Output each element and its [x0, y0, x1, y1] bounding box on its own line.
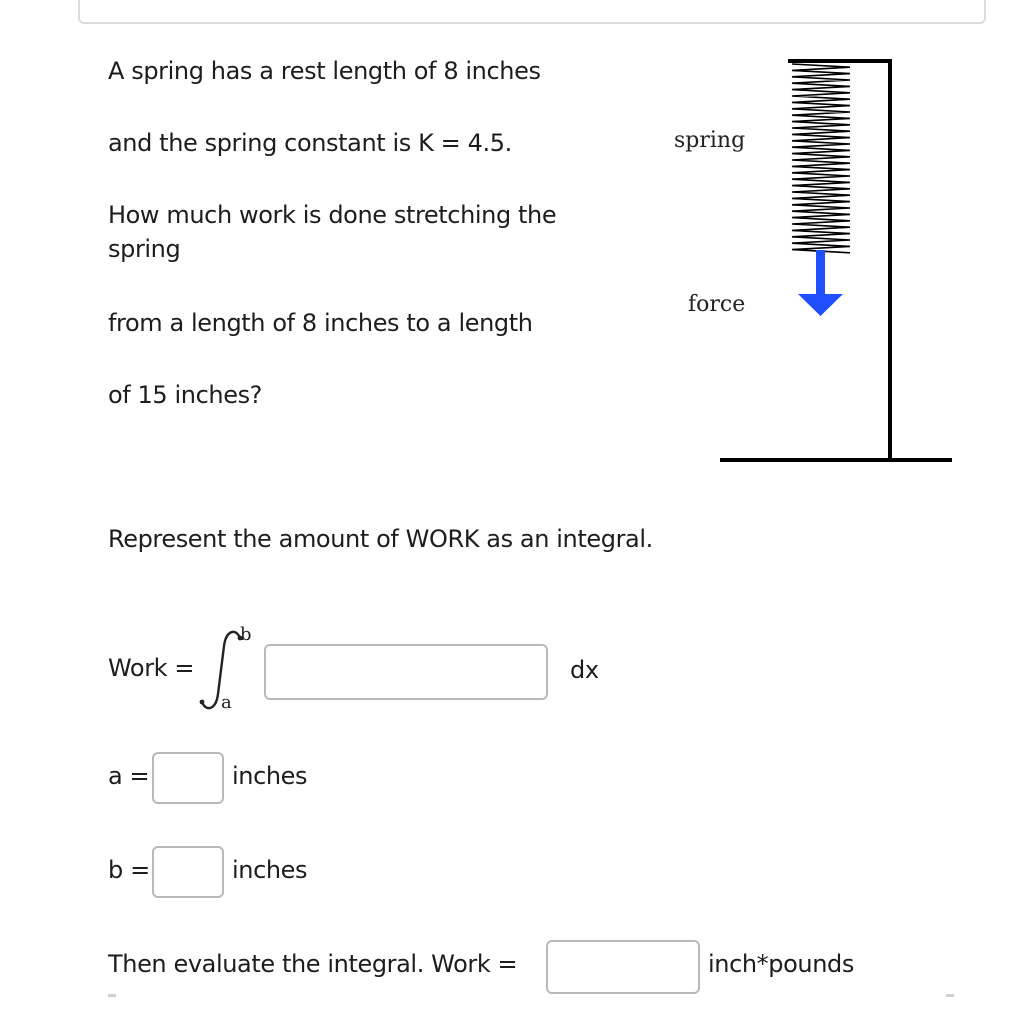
a-input[interactable]: [152, 752, 224, 804]
problem-line-5: of 15 inches?: [108, 381, 263, 409]
left-edge-mark: [108, 994, 116, 997]
spring-coil-icon: [792, 64, 850, 253]
a-unit: inches: [232, 762, 308, 790]
b-label: b =: [108, 856, 150, 884]
upper-limit: b: [240, 624, 252, 645]
b-unit: inches: [232, 856, 308, 884]
spring-label: spring: [674, 128, 746, 153]
force-label: force: [688, 292, 746, 317]
right-edge-mark: [946, 994, 954, 997]
work-label: Work =: [108, 654, 195, 682]
problem-line-4: from a length of 8 inches to a length: [108, 309, 533, 337]
problem-line-3: How much work is done stretching the spring: [108, 201, 557, 263]
work-result-input[interactable]: [546, 940, 700, 994]
top-panel-edge: [78, 0, 986, 24]
b-input[interactable]: [152, 846, 224, 898]
problem-line-1: A spring has a rest length of 8 inches: [108, 57, 541, 85]
down-arrow-icon: [798, 250, 843, 316]
problem-line-2: and the spring constant is K = 4.5.: [108, 129, 512, 157]
a-label: a =: [108, 762, 150, 790]
evaluate-label: Then evaluate the integral. Work =: [108, 950, 518, 978]
spring-diagram: [700, 50, 960, 470]
differential-label: dx: [570, 656, 599, 684]
lower-limit: a: [221, 692, 232, 713]
instruction-text: Represent the amount of WORK as an integral.: [108, 525, 653, 553]
result-unit: inch*pounds: [708, 950, 854, 978]
integrand-input[interactable]: [264, 644, 548, 700]
